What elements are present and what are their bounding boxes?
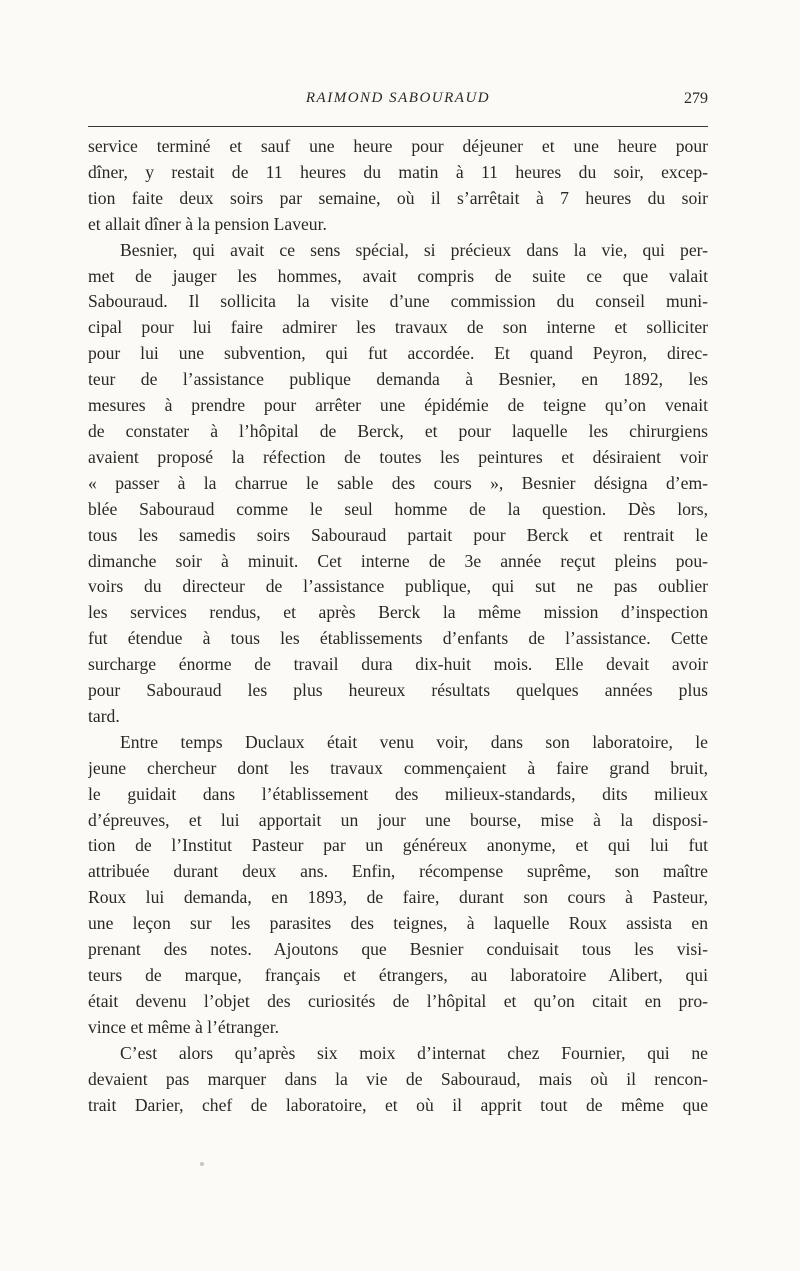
text-line: Entre temps Duclaux était venu voir, dans son laboratoire, le <box>120 731 708 752</box>
text-line: une leçon sur les parasites des teignes, à laquelle Roux assista en <box>88 913 708 934</box>
text-line: Roux lui demanda, en 1893, de faire, durant son cours à Pasteur, <box>88 887 708 908</box>
text-line: tard. <box>88 705 120 726</box>
text-line: était devenu l’objet des curiosités de l’hôpital et qu’on citait en pro- <box>88 990 708 1011</box>
text-line: trait Darier, chef de laboratoire, et où il apprit tout de même que <box>88 1094 708 1115</box>
text-line: avaient proposé la réfection de toutes les peintures et désiraient voir <box>88 446 708 467</box>
page-number: 279 <box>684 90 708 107</box>
text-line: cipal pour lui faire admirer les travaux de son interne et solliciter <box>88 317 708 338</box>
text-line: teur de l’assistance publique demanda à Besnier, en 1892, les <box>88 369 708 390</box>
text-line: pour Sabouraud les plus heureux résultats quelques années plus <box>88 680 708 701</box>
text-line: met de jauger les hommes, avait compris de suite ce que valait <box>88 265 708 286</box>
text-line: tion de l’Institut Pasteur par un généreux anonyme, et qui lui fut <box>88 835 708 856</box>
paragraph <box>88 730 708 1041</box>
text-line: vince et même à l’étranger. <box>88 1016 279 1037</box>
running-title: RAIMOND SABOURAUD <box>305 90 491 106</box>
text-line: prenant des notes. Ajoutons que Besnier conduisait tous les visi- <box>88 939 708 960</box>
page-header <box>88 90 708 116</box>
text-line: « passer à la charrue le sable des cours », Besnier désigna d’em- <box>88 472 708 493</box>
text-line: pour lui une subvention, qui fut accordée. Et quand Peyron, direc- <box>88 343 708 364</box>
text-line: Besnier, qui avait ce sens spécial, si précieux dans la vie, qui per- <box>120 239 708 260</box>
text-line: service terminé et sauf une heure pour déjeuner et une heure pour <box>88 136 708 156</box>
text-line: teurs de marque, français et étrangers, au laboratoire Alibert, qui <box>88 965 708 985</box>
header-rule <box>88 126 708 127</box>
text-line: devaient pas marquer dans la vie de Sabouraud, mais où il rencon- <box>88 1068 708 1089</box>
text-line: jeune chercheur dont les travaux commençaient à faire grand bruit, <box>88 757 708 778</box>
text-line: fut étendue à tous les établissements d’enfants de l’assistance. Cette <box>88 628 708 649</box>
text-line: tous les samedis soirs Sabouraud partait pour Berck et rentrait le <box>88 524 708 545</box>
text-line: et allait dîner à la pension Laveur. <box>88 213 327 234</box>
text-line: tion faite deux soirs par semaine, où il s’arrêtait à 7 heures du soir <box>88 187 708 208</box>
text-line: C’est alors qu’après six moix d’internat chez Fournier, qui ne <box>120 1042 708 1063</box>
text-line: mesures à prendre pour arrêter une épidémie de teigne qu’on venait <box>88 395 708 416</box>
text-line: les services rendus, et après Berck la même mission d’inspection <box>88 602 708 623</box>
paragraph <box>88 134 708 238</box>
paper-speck <box>200 1162 204 1166</box>
paragraph <box>88 1041 708 1119</box>
text-line: voirs du directeur de l’assistance publique, qui sut ne pas oublier <box>88 576 708 597</box>
text-line: dimanche soir à minuit. Cet interne de 3e année reçut pleins pou- <box>88 550 708 571</box>
paragraph <box>88 238 708 730</box>
text-line: de constater à l’hôpital de Berck, et pour laquelle les chirurgiens <box>88 420 708 441</box>
body-text <box>88 134 708 1118</box>
text-line: dîner, y restait de 11 heures du matin à 11 heures du soir, excep- <box>88 161 708 182</box>
text-line: le guidait dans l’établissement des milieux-standards, dits milieux <box>88 783 708 804</box>
text-line: attribuée durant deux ans. Enfin, récompense suprême, son maître <box>88 861 708 882</box>
text-line: surcharge énorme de travail dura dix-huit mois. Elle devait avoir <box>88 654 708 675</box>
text-line: d’épreuves, et lui apportait un jour une bourse, mise à la disposi- <box>88 809 708 830</box>
text-line: blée Sabouraud comme le seul homme de la question. Dès lors, <box>88 498 708 519</box>
text-line: Sabouraud. Il sollicita la visite d’une commission du conseil muni- <box>88 291 708 312</box>
